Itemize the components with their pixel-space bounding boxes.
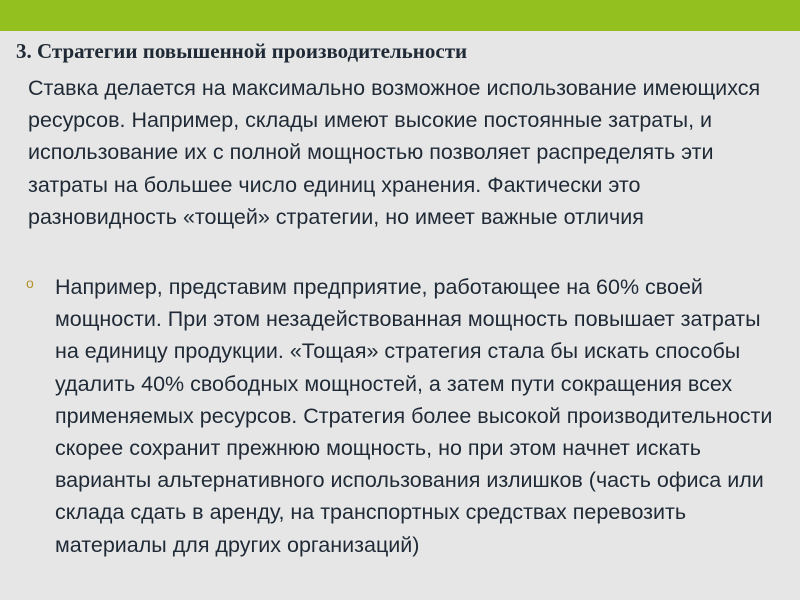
intro-paragraph: Ставка делается на максимально возможное использование имеющихся ресурсов. Например, склады имеют высокие постоянные затраты, и использование их с полной мощностью позволяет распределять эти затраты на большее число единиц хранения. Фактически это разновидность «тощей» стратегии, но имеет важные отличия [28, 76, 761, 229]
top-accent-bar [0, 0, 800, 31]
bullet-text: Например, представим предприятие, работающее на 60% своей мощности. При этом незадействованная мощность повышает затраты на единицу продукции. «Тощая» стратегия стала бы искать способы удалить 40% свободных мощностей, а затем пути сокращения всех применяемых ресурсов. Стратегия более высокой производительности скорее сохранит прежнюю мощность, но при этом начнет искать варианты альтернативного использования излишков (часть офиса или склада сдать в аренду, на транспортных средствах перевозить материалы для других организаций) [55, 275, 773, 557]
slide-title: 3. Стратегии повышенной производительности [16, 39, 468, 63]
slide-content [0, 31, 800, 600]
bullet-circle-icon: o [26, 275, 34, 291]
